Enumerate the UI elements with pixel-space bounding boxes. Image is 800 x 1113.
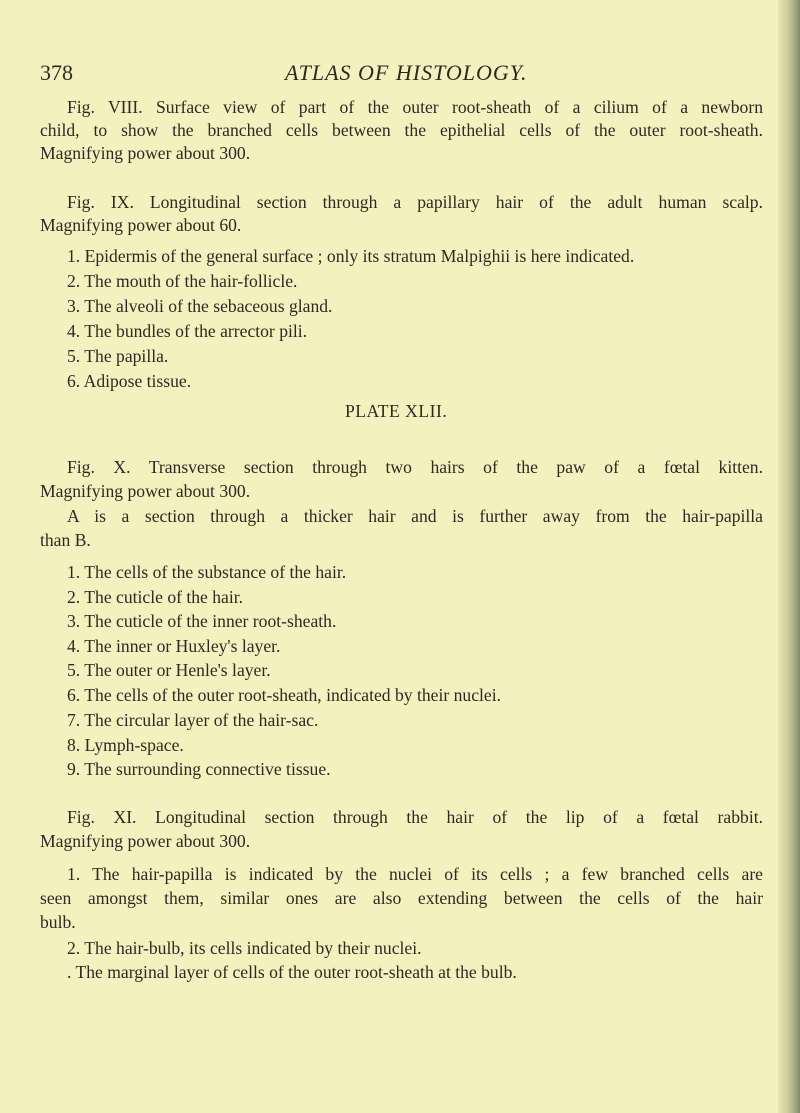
fig8-line: child, to show the branched cells between the epithelial cells of the outer root-sheath. bbox=[40, 120, 763, 140]
page-edge-shadow bbox=[778, 0, 800, 1113]
list-item: 6. Adipose tissue. bbox=[67, 371, 192, 391]
fig8-line: Fig. VIII. Surface view of part of the outer root-sheath of a cilium of a newborn bbox=[67, 97, 763, 117]
page-number: 378 bbox=[40, 60, 73, 85]
list-item: 2. The hair-bulb, its cells indicated by their nuclei. bbox=[67, 938, 422, 958]
fig8-line: Magnifying power about 300. bbox=[40, 143, 251, 163]
list-item: 6. The cells of the outer root-sheath, indicated by their nuclei. bbox=[67, 685, 502, 705]
list-item: 5. The papilla. bbox=[67, 346, 169, 366]
fig10-line: Fig. X. Transverse section through two hairs of the paw of a fœtal kitten. bbox=[67, 457, 763, 477]
fig10-line: than B. bbox=[40, 530, 91, 550]
list-item: 4. The bundles of the arrector pili. bbox=[67, 321, 308, 341]
list-item: 3. The cuticle of the inner root-sheath. bbox=[67, 611, 337, 631]
fig11-line: Magnifying power about 300. bbox=[40, 831, 251, 851]
list-item: 4. The inner or Huxley's layer. bbox=[67, 636, 281, 656]
list-item: 2. The mouth of the hair-follicle. bbox=[67, 271, 298, 291]
list-item: 1. Epidermis of the general surface ; only its stratum Malpighii is here indicated. bbox=[67, 246, 635, 266]
running-title: ATLAS OF HISTOLOGY. bbox=[285, 60, 528, 85]
fig10-line: A is a section through a thicker hair and is further away from the hair-papilla bbox=[67, 506, 763, 526]
list-item: 8. Lymph-space. bbox=[67, 735, 184, 755]
list-item: 7. The circular layer of the hair-sac. bbox=[67, 710, 319, 730]
list-item: 3. The alveoli of the sebaceous gland. bbox=[67, 296, 333, 316]
fig9-line: Magnifying power about 60. bbox=[40, 215, 242, 235]
fig10-line: Magnifying power about 300. bbox=[40, 481, 251, 501]
list-item: 1. The hair-papilla is indicated by the nuclei of its cells ; a few branched cells are bbox=[67, 864, 763, 884]
fig11-line: Fig. XI. Longitudinal section through the hair of the lip of a fœtal rabbit. bbox=[67, 807, 763, 827]
list-item-continuation: seen amongst them, similar ones are also extending between the cells of the hair bbox=[40, 888, 763, 908]
fig9-line: Fig. IX. Longitudinal section through a papillary hair of the adult human scalp. bbox=[67, 192, 763, 212]
list-item: 1. The cells of the substance of the hair. bbox=[67, 562, 347, 582]
list-item: 2. The cuticle of the hair. bbox=[67, 587, 244, 607]
page-header bbox=[0, 44, 800, 84]
list-item-continuation: bulb. bbox=[40, 912, 76, 932]
list-item: . The marginal layer of cells of the outer root-sheath at the bulb. bbox=[67, 962, 517, 982]
plate-heading: PLATE XLII. bbox=[345, 401, 448, 421]
list-item: 9. The surrounding connective tissue. bbox=[67, 759, 331, 779]
list-item: 5. The outer or Henle's layer. bbox=[67, 660, 271, 680]
